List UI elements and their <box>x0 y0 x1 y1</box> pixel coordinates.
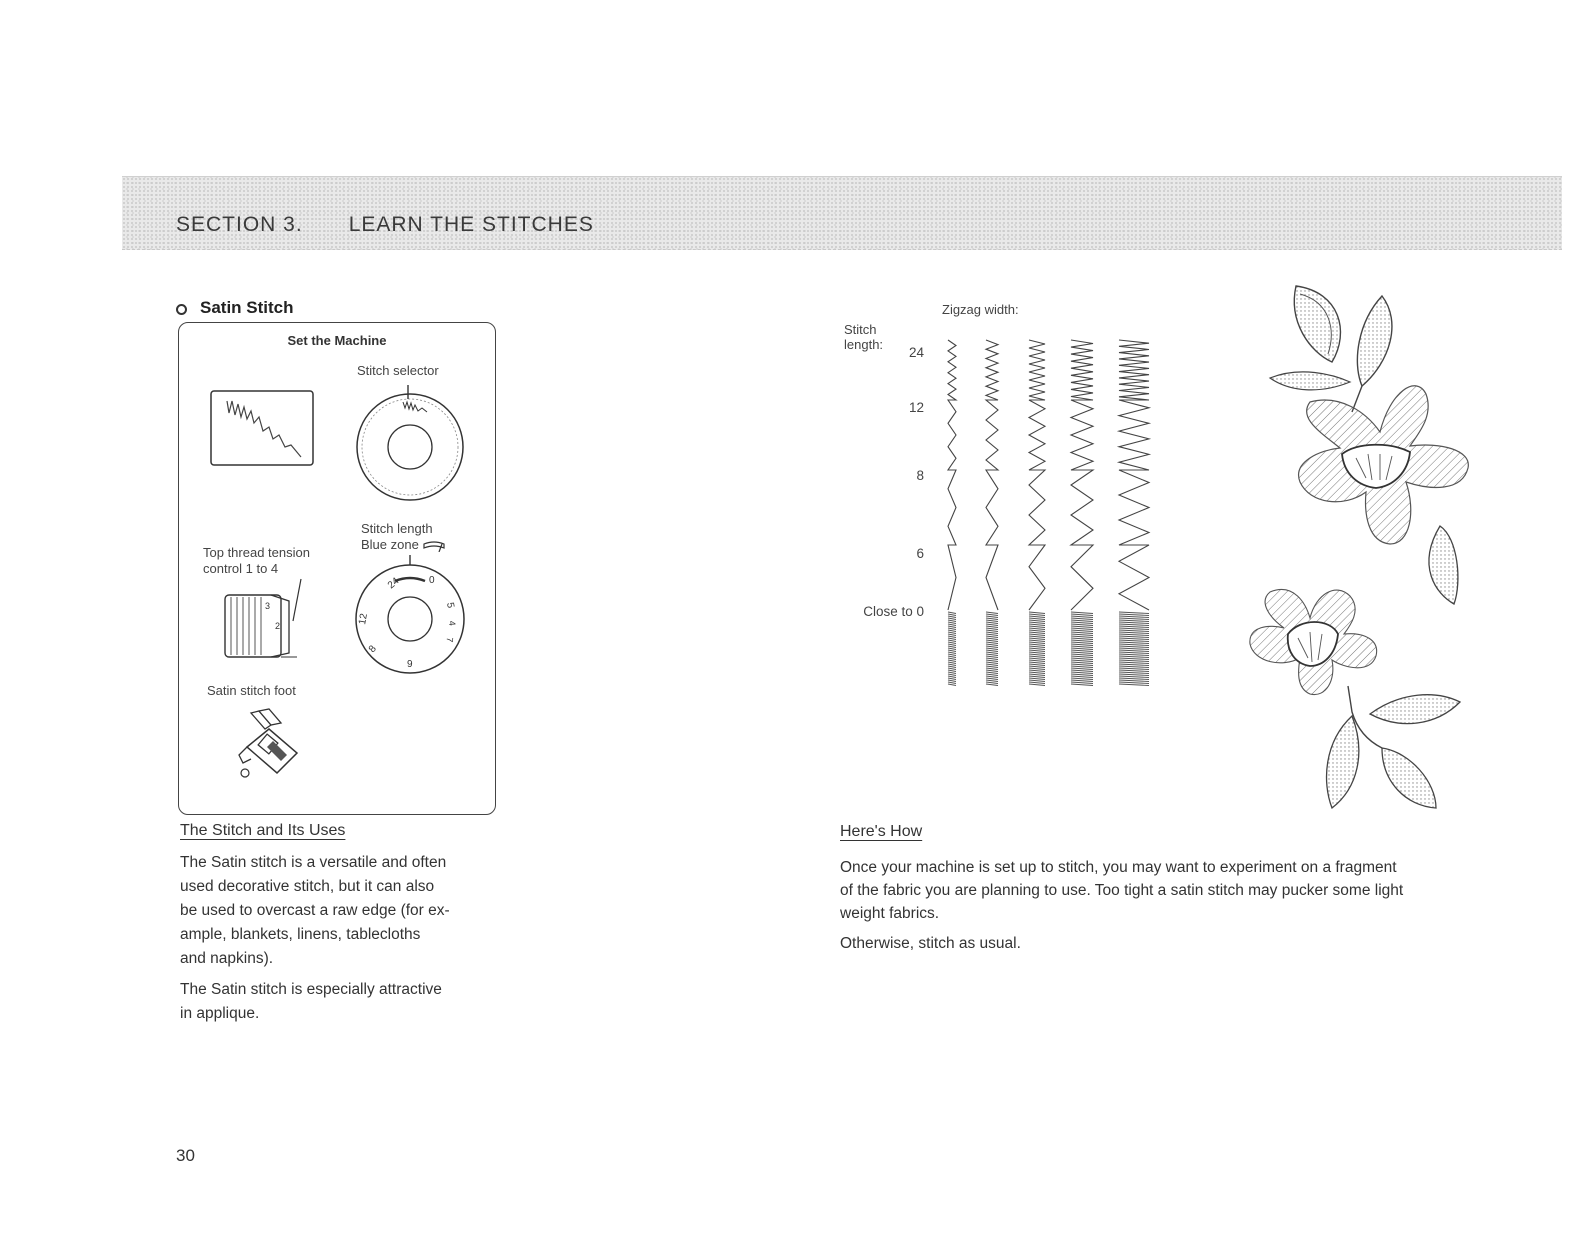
set-machine-title: Set the Machine <box>287 333 387 348</box>
dial-number-5: 5 <box>444 601 456 609</box>
leaf-icon <box>1429 526 1458 604</box>
zigzag-sample-line <box>986 340 998 610</box>
tension-tick-3: 3 <box>265 601 271 611</box>
stitch-selector-dial-icon <box>351 383 469 501</box>
blue-zone-text: Blue zone <box>361 537 419 552</box>
stitch-length-axis-label-2: length: <box>844 337 884 352</box>
zigzag-sample-line <box>1119 340 1149 610</box>
section-banner <box>122 176 1562 250</box>
heres-how-heading: Here's How <box>840 823 923 840</box>
stitch-length-label: Stitch length <box>361 521 433 536</box>
section-banner-text <box>176 213 594 237</box>
heres-how-paragraph <box>840 856 1510 925</box>
stitch-selector-label: Stitch selector <box>357 363 439 378</box>
dial-number-4: 4 <box>447 620 458 627</box>
zigzag-sample-line <box>948 340 956 610</box>
section-number: SECTION 3. <box>176 213 303 236</box>
set-machine-box <box>178 322 496 815</box>
leaf-icon <box>1270 372 1350 390</box>
length-value-8: 8 <box>916 468 924 483</box>
section-title: LEARN THE STITCHES <box>348 213 594 236</box>
zigzag-sample-line <box>1071 340 1093 610</box>
heres-how-line: weight fabrics. <box>840 905 940 922</box>
satin-stitch-foot-icon <box>229 707 309 787</box>
zigzag-sample-line <box>1029 340 1045 610</box>
dial-number-24: 24 <box>385 575 402 592</box>
uses-paragraph-1 <box>180 851 492 971</box>
leaf-icon <box>1370 695 1460 724</box>
satin-sample-block <box>986 612 998 686</box>
leaf-icon <box>1382 748 1436 808</box>
dial-number-12: 12 <box>357 612 370 626</box>
length-value-12: 12 <box>908 400 924 415</box>
uses-paragraph-2 <box>180 978 492 1026</box>
uses-line: ample, blankets, linens, tablecloths <box>180 926 421 943</box>
satin-sample-block <box>1071 612 1093 686</box>
tension-tick-2: 2 <box>275 621 281 631</box>
heres-how-line: Once your machine is set up to stitch, you may want to experiment on a fragment <box>840 859 1397 876</box>
dial-number-0: 0 <box>429 575 435 586</box>
blue-zone-label <box>361 537 448 553</box>
otherwise-text: Otherwise, stitch as usual. <box>840 935 1021 952</box>
leaf-icon <box>1294 286 1340 362</box>
stitch-length-dial-icon <box>351 555 469 675</box>
length-value-6: 6 <box>916 546 924 561</box>
dial-number-7: 7 <box>444 636 455 643</box>
uses-line: and napkins). <box>180 950 274 967</box>
blue-zone-arrow-icon <box>422 540 448 552</box>
tension-label-line1: Top thread tension <box>203 545 310 560</box>
bullet-icon <box>176 304 187 315</box>
page-number: 30 <box>176 1146 195 1165</box>
length-value-24: 24 <box>908 345 924 360</box>
applique-flower-illustration <box>1240 282 1480 812</box>
dial-number-9: 9 <box>407 659 413 670</box>
stitch-length-axis-label-1: Stitch <box>844 322 877 337</box>
stitch-samples-diagram <box>930 330 1170 690</box>
uses-line: The Satin stitch is especially attractive <box>180 981 442 998</box>
tension-control-icon <box>215 577 311 665</box>
dial-number-8: 8 <box>366 643 379 655</box>
tension-label-line2: control 1 to 4 <box>203 561 279 576</box>
satin-sample-block <box>1119 612 1149 686</box>
satin-sample-block <box>1029 612 1045 686</box>
leaf-icon <box>1357 296 1392 386</box>
uses-heading: The Stitch and Its Uses <box>180 822 346 839</box>
stitch-window-icon <box>209 389 317 469</box>
uses-line: in applique. <box>180 1005 260 1022</box>
length-value-close-to-0: Close to 0 <box>863 604 924 619</box>
uses-line: be used to overcast a raw edge (for ex- <box>180 902 450 919</box>
leaf-icon <box>1327 716 1359 808</box>
uses-line: The Satin stitch is a versatile and often <box>180 854 447 871</box>
satin-foot-label: Satin stitch foot <box>207 683 296 698</box>
stitch-heading: Satin Stitch <box>200 298 294 317</box>
zigzag-width-label: Zigzag width: <box>942 302 1019 317</box>
satin-sample-block <box>948 612 956 686</box>
heres-how-line: of the fabric you are planning to use. Too tight a satin stitch may pucker some light <box>840 882 1404 899</box>
uses-line: used decorative stitch, but it can also <box>180 878 435 895</box>
